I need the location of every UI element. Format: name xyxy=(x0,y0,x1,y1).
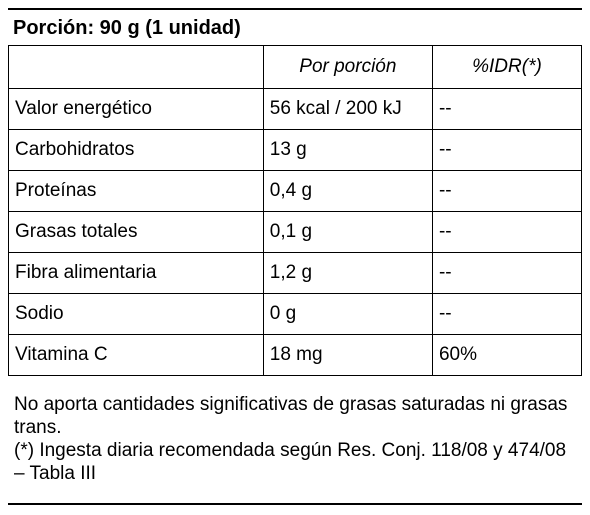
nutrient-idr: -- xyxy=(432,212,581,253)
nutrient-name: Sodio xyxy=(9,294,264,335)
header-per-portion: Por porción xyxy=(263,46,432,89)
table-header-row xyxy=(9,46,582,89)
nutrient-name: Carbohidratos xyxy=(9,130,264,171)
nutrient-idr: -- xyxy=(432,253,581,294)
nutrient-amount: 0,1 g xyxy=(263,212,432,253)
nutrient-amount: 13 g xyxy=(263,130,432,171)
table-row xyxy=(9,171,582,212)
nutrient-amount: 56 kcal / 200 kJ xyxy=(263,89,432,130)
nutrient-idr: 60% xyxy=(432,335,581,376)
footnote-idr-reference: (*) Ingesta diaria recomendada según Res. Conj. 118/08 y 474/08 – Tabla III xyxy=(14,440,567,484)
nutrient-name: Proteínas xyxy=(9,171,264,212)
portion-title: Porción: 90 g (1 unidad) xyxy=(13,17,241,39)
table-row xyxy=(9,294,582,335)
table-row xyxy=(9,335,582,376)
nutrient-amount: 18 mg xyxy=(263,335,432,376)
nutrient-name: Vitamina C xyxy=(9,335,264,376)
header-nutrient xyxy=(9,46,264,89)
nutrient-name: Grasas totales xyxy=(9,212,264,253)
nutrient-amount: 1,2 g xyxy=(263,253,432,294)
footnotes xyxy=(14,393,574,485)
nutrition-table xyxy=(8,45,582,376)
nutrient-amount: 0,4 g xyxy=(263,171,432,212)
nutrient-name: Fibra alimentaria xyxy=(9,253,264,294)
nutrient-idr: -- xyxy=(432,294,581,335)
nutrient-idr: -- xyxy=(432,171,581,212)
top-rule xyxy=(8,8,582,10)
nutrient-name: Valor energético xyxy=(9,89,264,130)
table-row xyxy=(9,89,582,130)
bottom-rule xyxy=(8,503,582,505)
footnote-saturated-fats: No aporta cantidades significativas de grasas saturadas ni grasas trans. xyxy=(14,394,568,438)
nutrient-idr: -- xyxy=(432,89,581,130)
header-idr: %IDR(*) xyxy=(432,46,581,89)
table-row xyxy=(9,253,582,294)
nutrient-amount: 0 g xyxy=(263,294,432,335)
table-row xyxy=(9,130,582,171)
table-row xyxy=(9,212,582,253)
nutrient-idr: -- xyxy=(432,130,581,171)
